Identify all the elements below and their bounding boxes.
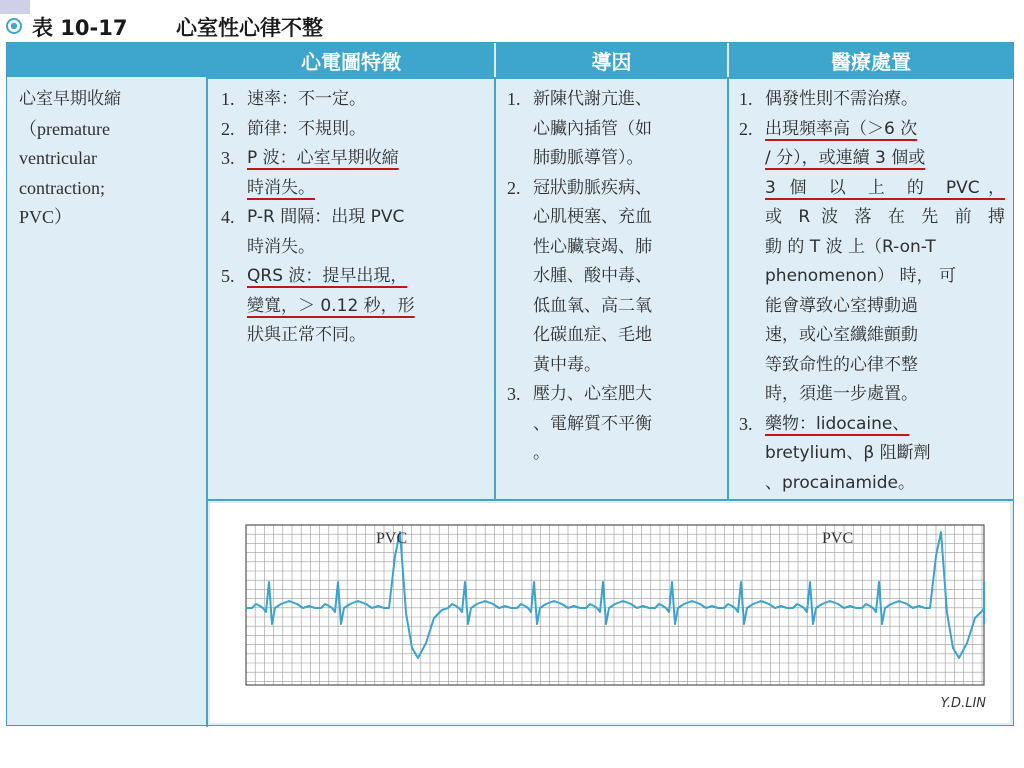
item-line: 新陳代謝亢進、 [533,89,652,109]
list-item [507,85,719,174]
row-title [19,85,199,233]
item-line: 時消失。 [247,236,315,257]
item-line: 、電解質不平衡 [533,413,652,434]
item-line: 3 個 以 上 的 PVC， [765,177,1005,198]
row-title-line: PVC） [19,207,73,227]
list-item [739,115,1005,410]
item-line: 化碳血症、毛地 [533,325,652,345]
pvc-label: PVC [376,530,408,547]
list-item [739,410,1005,499]
row-title-line: contraction; [19,177,105,198]
row-divider [206,77,1014,79]
item-line: 能會導致心室搏動過 [765,295,918,316]
item-number: 5. [221,266,235,286]
item-number: 1. [507,89,521,109]
item-line: phenomenon） 時， 可 [765,266,956,286]
item-line: QRS 波：提早出現， [247,266,408,286]
ecg-waveform [246,532,984,658]
item-number: 2. [221,118,235,139]
item-line: 、procainamide。 [765,472,916,493]
header-ecg-features: 心電圖特徵 [208,43,494,77]
item-line: 黃中毒。 [533,354,601,375]
list-item [221,203,487,262]
column-divider [494,77,496,501]
row-title-line: ventricular [19,148,97,168]
item-line: 速，或心室纖維顫動 [765,325,918,345]
list-item [221,85,487,115]
item-number: 1. [739,89,753,109]
item-line: 偶發性則不需治療。 [765,89,918,109]
item-line: 等致命性的心律不整 [765,354,918,375]
item-number: 2. [507,177,521,198]
row-divider [206,499,1014,501]
item-line: 節律：不規則。 [247,118,366,139]
arrhythmia-table [6,42,1014,726]
item-line: 速率：不一定。 [247,89,366,109]
artist-signature: Y.D.LIN [940,696,986,711]
item-line: 肺動脈導管）。 [533,148,644,168]
ecg-strip [210,503,1010,723]
item-number: 1. [221,89,235,109]
item-line: 或 R 波 落 在 先 前 搏 [765,207,1005,227]
table-number: 表 10-17 [32,16,128,40]
header-causes: 導因 [496,43,727,77]
item-number: 4. [221,207,235,227]
list-item [221,115,487,145]
bullseye-icon [6,18,22,34]
list-item [221,144,487,203]
treatment-cell [739,85,1005,498]
causes-cell [507,85,719,469]
item-line: 低血氧、高二氧 [533,295,652,316]
item-line: 。 [533,443,550,463]
item-line: 壓力、心室肥大 [533,384,652,404]
list-item [507,380,719,469]
item-line: 藥物：lidocaine、 [765,413,910,434]
item-line: P 波：心室早期收縮 [247,148,399,168]
item-line: 動 的 T 波 上（R-on-T [765,236,936,257]
item-line: 時消失。 [247,177,315,198]
item-line: 變寬，＞ 0.12 秒，形 [247,295,415,316]
list-item [739,85,1005,115]
row-title-line: 心室早期收縮 [19,89,121,109]
item-number: 3. [507,384,521,404]
item-number: 3. [739,413,753,434]
item-line: 心臟內插管（如 [533,118,652,139]
header-blank [7,43,206,77]
list-item [221,262,487,351]
table-caption [0,8,1024,42]
item-line: 狀與正常不同。 [247,325,366,345]
column-divider [727,77,729,501]
item-line: 時，須進一步處置。 [765,384,918,404]
item-line: 水腫、酸中毒、 [533,266,652,286]
item-number: 3. [221,148,235,168]
table-title: 心室性心律不整 [176,16,323,40]
item-line: / 分），或連續 3 個或 [765,148,926,168]
ecg-figure [210,503,1010,723]
header-treatment: 醫療處置 [729,43,1013,77]
item-line: bretylium、β 阻斷劑 [765,443,931,463]
row-title-line: （premature [19,118,110,139]
item-line: 性心臟衰竭、肺 [533,236,652,257]
item-line: 出現頻率高（＞6 次 [765,118,918,139]
item-line: 心肌梗塞、充血 [533,207,652,227]
pvc-label: PVC [822,530,854,547]
item-number: 2. [739,118,753,139]
item-line: P-R 間隔：出現 PVC [247,207,405,227]
item-line: 冠狀動脈疾病、 [533,177,652,198]
list-item [507,174,719,381]
ecg-features-cell [221,85,487,351]
column-divider [206,43,208,727]
